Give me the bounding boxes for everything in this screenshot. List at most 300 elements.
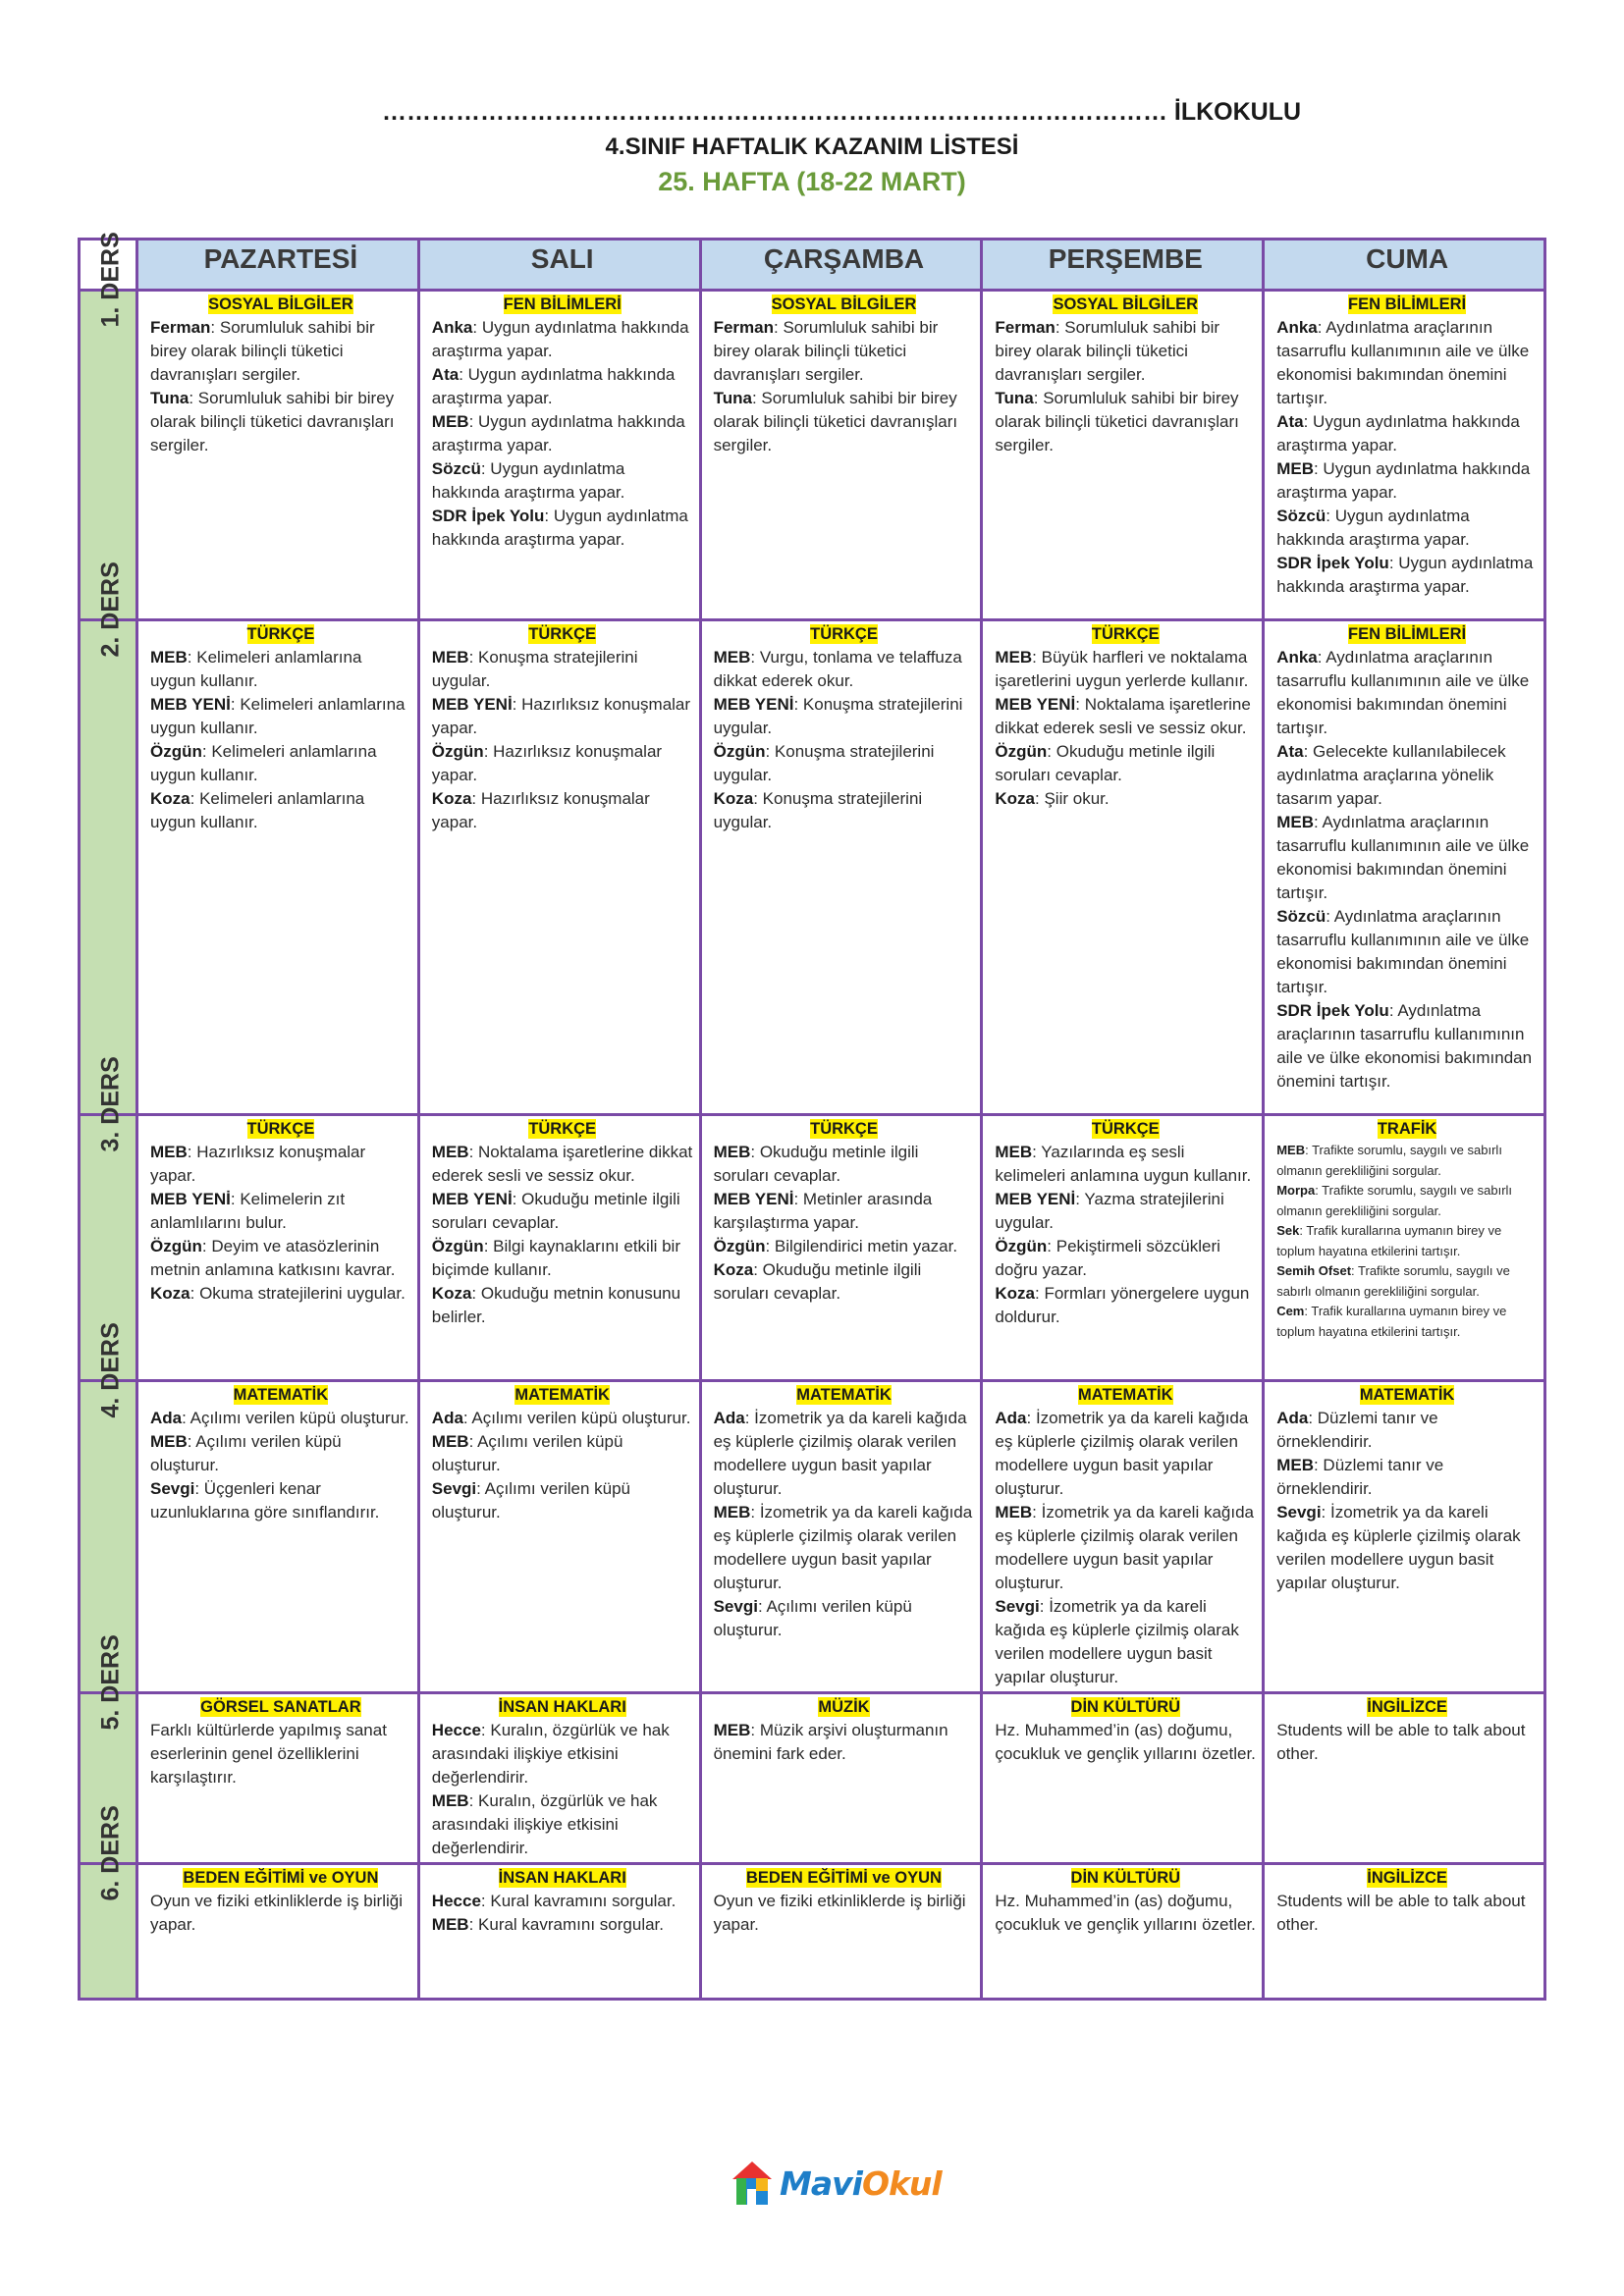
lesson-cell [1264, 620, 1545, 1115]
outcome-text: : Trafikte sorumlu, saygılı ve sabırlı olmanın gerekliliğini sorgular. [1276, 1263, 1510, 1299]
lesson-cell [137, 1864, 419, 2000]
subject-label: SOSYAL BİLGİLER [1053, 295, 1199, 313]
outcome-text: : Uygun aydınlatma hakkında araştırma yapar. [431, 507, 688, 549]
outcome-text: : Okuduğu metinle ilgili soruları cevaplar. [713, 1143, 919, 1185]
outcome-text: : İzometrik ya da kareli kağıda eş küplerle çizilmiş olarak verilen modellere uygun basit yapılar oluşturur. [1276, 1503, 1521, 1592]
outcome-item [150, 1430, 411, 1477]
publisher-name: Ferman [995, 318, 1056, 337]
publisher-name: Özgün [150, 742, 202, 761]
lesson-row [80, 1864, 1545, 2000]
outcome-text: : Hazırlıksız konuşmalar yapar. [431, 789, 650, 831]
outcome-list [1276, 1141, 1538, 1342]
publisher-name: MEB [150, 1432, 188, 1451]
outcome-text: : Okuduğu metinle ilgili soruları cevaplar. [713, 1260, 922, 1303]
outcome-text: : Sorumluluk sahibi bir birey olarak bilinçli tüketici davranışları sergiler. [150, 318, 375, 384]
day-header-monday: PAZARTESİ [137, 240, 419, 291]
outcome-item [1276, 1719, 1538, 1766]
publisher-name: Tuna [713, 389, 752, 407]
publisher-name: MEB YENİ [995, 1190, 1076, 1208]
outcome-list [714, 316, 975, 457]
day-header-thursday: PERŞEMBE [982, 240, 1264, 291]
subject-label: MÜZİK [818, 1698, 870, 1716]
outcome-item [995, 1235, 1256, 1282]
publisher-name: MEB [431, 648, 469, 667]
outcome-item [432, 1890, 693, 1913]
publisher-name: Ada [995, 1409, 1027, 1427]
outcome-list [995, 316, 1256, 457]
outcome-list [714, 1719, 975, 1766]
outcome-text: : Okuduğu metinle ilgili soruları cevaplar. [995, 742, 1216, 784]
outcome-text: : İzometrik ya da kareli kağıda eş küplerle çizilmiş olarak verilen modellere uygun basit yapılar oluşturur. [713, 1503, 973, 1592]
publisher-name: Ada [1276, 1409, 1309, 1427]
outcome-text: : Konuşma stratejilerini uygular. [713, 789, 923, 831]
lesson-cell [418, 1381, 700, 1693]
lesson-cell [418, 1115, 700, 1381]
outcome-text: Hz. Muhammed’in (as) doğumu, çocukluk ve gençlik yıllarını özetler. [995, 1892, 1256, 1934]
subject-label: TÜRKÇE [810, 625, 878, 643]
outcome-item [432, 363, 693, 410]
publisher-name: MEB [1276, 813, 1314, 831]
outcome-item [150, 316, 411, 387]
outcome-item [995, 387, 1256, 457]
outcome-item [1276, 811, 1538, 905]
outcome-item [714, 1235, 975, 1258]
outcome-text: : Uygun aydınlatma hakkında araştırma yapar. [1276, 507, 1470, 549]
outcome-text: : Açılımı verilen küpü oluşturur. [462, 1409, 691, 1427]
outcome-item [432, 410, 693, 457]
outcome-text: : Trafik kurallarına uymanın birey ve toplum hayatına etkilerini tartışır. [1276, 1223, 1502, 1258]
outcome-text: : Aydınlatma araçlarının tasarruflu kullanımının aile ve ülke ekonomisi bakımından önemini tartışır. [1276, 1001, 1533, 1091]
outcome-item [432, 505, 693, 552]
publisher-name: Özgün [431, 742, 484, 761]
outcome-text: : Gelecekte kullanılabilecek aydınlatma araçlarına yönelik tasarım yapar. [1276, 742, 1506, 808]
outcome-text: : Sorumluluk sahibi bir birey olarak bilinçli tüketici davranışları sergiler. [713, 389, 958, 454]
publisher-name: MEB YENİ [995, 695, 1076, 714]
publisher-name: Koza [431, 789, 472, 808]
lesson-label [97, 1381, 126, 1418]
outcome-item [1276, 1141, 1538, 1181]
publisher-name: MEB YENİ [713, 1190, 794, 1208]
outcome-text: : Aydınlatma araçlarının tasarruflu kullanımının aile ve ülke ekonomisi bakımından önemini tartışır. [1276, 648, 1530, 737]
outcome-item [432, 646, 693, 693]
outcome-item [995, 1890, 1256, 1937]
outcome-item [714, 646, 975, 693]
lesson-label [97, 1864, 126, 1901]
outcome-item [432, 1141, 693, 1188]
outcome-item [995, 1501, 1256, 1595]
outcome-list [150, 1890, 411, 1937]
outcome-list [432, 1141, 693, 1329]
outcome-text: : Açılımı verilen küpü oluşturur. [431, 1432, 623, 1474]
outcome-item [432, 1430, 693, 1477]
publisher-name: MEB YENİ [431, 1190, 513, 1208]
outcome-list [995, 646, 1256, 811]
subject-label: TRAFİK [1377, 1120, 1437, 1138]
lesson-cell [418, 291, 700, 620]
outcome-text: : Uygun aydınlatma hakkında araştırma yapar. [431, 365, 676, 407]
outcome-item [995, 693, 1256, 740]
outcome-text: : Sorumluluk sahibi bir birey olarak bilinçli tüketici davranışları sergiler. [995, 318, 1220, 384]
publisher-name: MEB YENİ [150, 695, 231, 714]
outcome-text: : Kural kavramını sorgular. [480, 1892, 677, 1910]
publisher-name: Koza [150, 789, 190, 808]
lesson-cell [1264, 1115, 1545, 1381]
subject-label: DİN KÜLTÜRÜ [1070, 1698, 1181, 1716]
outcome-item [432, 316, 693, 363]
publisher-name: MEB [431, 1791, 469, 1810]
outcome-text: : Uygun aydınlatma hakkında araştırma yapar. [1276, 459, 1531, 502]
outcome-item [432, 1282, 693, 1329]
outcome-item [714, 1407, 975, 1501]
publisher-name: MEB [995, 1143, 1033, 1161]
publisher-name: Koza [995, 1284, 1036, 1303]
lesson-cell [982, 1115, 1264, 1381]
outcome-item [432, 740, 693, 787]
outcome-text: : Okuduğu metinle ilgili soruları cevaplar. [431, 1190, 680, 1232]
outcome-text: : Kuralın, özgürlük ve hak arasındaki ilişkiye etkisini değerlendirir. [431, 1791, 658, 1857]
outcome-item [150, 1188, 411, 1235]
outcome-item [150, 1890, 411, 1937]
outcome-list [150, 1141, 411, 1306]
lesson-cell [418, 1864, 700, 2000]
subject-label: FEN BİLİMLERİ [1348, 625, 1467, 643]
publisher-name: MEB [1276, 1456, 1314, 1474]
outcome-item [1276, 740, 1538, 811]
outcome-item [432, 1789, 693, 1860]
publisher-name: Sevgi [150, 1479, 195, 1498]
subject-label: İNGİLİZCE [1367, 1869, 1447, 1887]
publisher-name: Sek [1276, 1223, 1300, 1238]
subject-label: MATEMATİK [1078, 1386, 1173, 1404]
publisher-name: Özgün [995, 742, 1048, 761]
publisher-name: Sevgi [995, 1597, 1040, 1616]
outcome-list [995, 1407, 1256, 1689]
subject-label: TÜRKÇE [1091, 1120, 1160, 1138]
day-header-tuesday: SALI [418, 240, 700, 291]
lesson-label [97, 620, 126, 658]
outcome-text: : Hazırlıksız konuşmalar yapar. [431, 695, 691, 737]
page-title: 4.SINIF HAFTALIK KAZANIM LİSTESİ [605, 133, 1019, 160]
outcome-text: : Uygun aydınlatma hakkında araştırma yapar. [431, 459, 625, 502]
logo-text: MaviOkul [780, 2163, 942, 2203]
outcome-text: : Bilgi kaynaklarını etkili bir biçimde kullanır. [431, 1237, 680, 1279]
outcome-text: : Aydınlatma araçlarının tasarruflu kullanımının aile ve ülke ekonomisi bakımından önemini tartışır. [1276, 318, 1530, 407]
outcome-list [150, 646, 411, 834]
lesson-cell [700, 1381, 982, 1693]
outcome-item [432, 1477, 693, 1524]
outcome-text: : Hazırlıksız konuşmalar yapar. [150, 1143, 366, 1185]
outcome-item [714, 1258, 975, 1306]
outcome-item [1276, 1181, 1538, 1221]
outcome-text: : Konuşma stratejilerini uygular. [713, 695, 963, 737]
outcome-text: : Hazırlıksız konuşmalar yapar. [431, 742, 663, 784]
day-header-friday: CUMA [1264, 240, 1545, 291]
lesson-cell [1264, 1381, 1545, 1693]
publisher-name: Koza [150, 1284, 190, 1303]
publisher-name: Sevgi [431, 1479, 477, 1498]
publisher-name: Tuna [150, 389, 189, 407]
outcome-item [714, 387, 975, 457]
outcome-text: : Açılımı verilen küpü oluşturur. [713, 1597, 912, 1639]
lesson-cell [137, 1693, 419, 1864]
lesson-cell [137, 291, 419, 620]
publisher-name: MEB [1276, 459, 1314, 478]
publisher-name: MEB [150, 648, 188, 667]
publisher-name: Anka [431, 318, 473, 337]
publisher-name: Ada [431, 1409, 463, 1427]
publisher-name: MEB YENİ [150, 1190, 231, 1208]
outcome-text: : Pekiştirmeli sözcükleri doğru yazar. [995, 1237, 1220, 1279]
outcome-text: : Aydınlatma araçlarının tasarruflu kullanımının aile ve ülke ekonomisi bakımından önemini tartışır. [1276, 907, 1530, 996]
outcome-text: : Düzlemi tanır ve örneklendirir. [1276, 1456, 1444, 1498]
outcome-text: Students will be able to talk about other. [1276, 1721, 1526, 1763]
publisher-name: Anka [1276, 648, 1318, 667]
outcome-text: : Kuralın, özgürlük ve hak arasındaki ilişkiye etkisini değerlendirir. [431, 1721, 670, 1787]
publisher-name: Sevgi [713, 1597, 758, 1616]
outcome-item [432, 693, 693, 740]
outcome-text: : Bilgilendirici metin yazar. [765, 1237, 958, 1255]
outcome-item [1276, 1890, 1538, 1937]
school-line: …………………………………………………………………………………… İLKOKULU [381, 98, 1302, 126]
publisher-name: Ata [1276, 412, 1304, 431]
day-header-row [80, 240, 1545, 291]
publisher-name: Hecce [431, 1892, 481, 1910]
outcome-text: : Trafik kurallarına uymanın birey ve toplum hayatına etkilerini tartışır. [1276, 1304, 1507, 1339]
subject-label: TÜRKÇE [528, 625, 597, 643]
outcome-list [1276, 1890, 1538, 1937]
lesson-cell [1264, 1864, 1545, 2000]
outcome-item [432, 457, 693, 505]
outcome-list [1276, 1719, 1538, 1766]
outcome-item [432, 1188, 693, 1235]
lesson-cell [137, 620, 419, 1115]
outcome-text: : Noktalama işaretlerine dikkat ederek sesli ve sessiz okur. [431, 1143, 693, 1185]
publisher-name: MEB [713, 1721, 751, 1739]
publisher-name: Özgün [431, 1237, 484, 1255]
lesson-label-cell [80, 620, 137, 1115]
outcome-text: : Deyim ve atasözlerinin metnin anlamına katkısını kavrar. [150, 1237, 396, 1279]
outcome-list [714, 646, 975, 834]
publisher-name: Özgün [995, 1237, 1048, 1255]
outcome-text: : Büyük harfleri ve noktalama işaretlerini uygun yerlerde kullanır. [995, 648, 1249, 690]
publisher-name: Sözcü [1276, 907, 1326, 926]
outcome-text: : Şiir okur. [1035, 789, 1110, 808]
outcome-item [150, 646, 411, 693]
outcome-list [995, 1719, 1256, 1766]
lesson-cell [700, 1693, 982, 1864]
outcome-text: : Açılımı verilen küpü oluşturur. [182, 1409, 409, 1427]
subject-label: İNSAN HAKLARI [498, 1869, 626, 1887]
publisher-name: Sevgi [1276, 1503, 1322, 1522]
outcome-text: : İzometrik ya da kareli kağıda eş küplerle çizilmiş olarak verilen modellere uygun basit yapılar oluşturur. [995, 1409, 1249, 1498]
outcome-item [432, 1235, 693, 1282]
lesson-label [97, 1693, 126, 1731]
outcome-text: : Müzik arşivi oluşturmanın önemini fark eder. [713, 1721, 948, 1763]
outcome-item [1276, 1454, 1538, 1501]
publisher-name: MEB [713, 1503, 751, 1522]
outcome-item [1276, 1501, 1538, 1595]
subject-label: GÖRSEL SANATLAR [200, 1698, 361, 1716]
lesson-cell [700, 620, 982, 1115]
lesson-cell [418, 620, 700, 1115]
house-logo-icon [731, 2160, 774, 2207]
outcome-list [714, 1141, 975, 1306]
subject-label: BEDEN EĞİTİMİ ve OYUN [746, 1869, 942, 1887]
outcome-text: : Sorumluluk sahibi bir birey olarak bilinçli tüketici davranışları sergiler. [995, 389, 1239, 454]
publisher-name: MEB YENİ [431, 695, 513, 714]
subject-label: TÜRKÇE [246, 1120, 315, 1138]
outcome-list [1276, 316, 1538, 599]
lesson-cell [700, 1864, 982, 2000]
lesson-row [80, 291, 1545, 620]
outcome-list [432, 1407, 693, 1524]
outcome-list [714, 1407, 975, 1642]
outcome-text: : Açılımı verilen küpü oluşturur. [150, 1432, 342, 1474]
outcome-text: : Konuşma stratejilerini uygular. [431, 648, 638, 690]
publisher-name: Ferman [713, 318, 775, 337]
subject-label: MATEMATİK [514, 1386, 610, 1404]
subject-label: BEDEN EĞİTİMİ ve OYUN [183, 1869, 379, 1887]
outcome-item [714, 1595, 975, 1642]
lesson-cell [1264, 291, 1545, 620]
weekly-plan-table [78, 238, 1546, 2001]
outcome-text: : Uygun aydınlatma hakkında araştırma yapar. [1276, 412, 1520, 454]
lesson-row [80, 1693, 1545, 1864]
outcome-item [714, 1188, 975, 1235]
publisher-name: Özgün [713, 742, 766, 761]
outcome-text: : Okuduğu metnin konusunu belirler. [431, 1284, 681, 1326]
publisher-name: MEB [431, 1915, 469, 1934]
lesson-row [80, 1115, 1545, 1381]
outcome-text: : İzometrik ya da kareli kağıda eş küplerle çizilmiş olarak verilen modellere uygun basit yapılar oluşturur. [995, 1503, 1254, 1592]
outcome-item [995, 1595, 1256, 1689]
outcome-item [1276, 1302, 1538, 1342]
outcome-item [714, 787, 975, 834]
lesson-cell [982, 291, 1264, 620]
outcome-text: : Üçgenleri kenar uzunluklarına göre sınıflandırır. [150, 1479, 380, 1522]
outcome-item [1276, 905, 1538, 999]
outcome-text: : Uygun aydınlatma hakkında araştırma yapar. [431, 412, 685, 454]
publisher-name: Özgün [150, 1237, 202, 1255]
outcome-text: : Açılımı verilen küpü oluşturur. [431, 1479, 630, 1522]
publisher-name: MEB [995, 1503, 1033, 1522]
outcome-item [150, 1235, 411, 1282]
outcome-text: : Kelimeleri anlamlarına uygun kullanır. [150, 742, 377, 784]
outcome-text: : Vurgu, tonlama ve telaffuza dikkat ederek okur. [713, 648, 962, 690]
publisher-name: Koza [431, 1284, 472, 1303]
publisher-name: MEB [431, 412, 469, 431]
outcome-item [995, 1188, 1256, 1235]
subject-label: TÜRKÇE [810, 1120, 878, 1138]
outcome-item [714, 1141, 975, 1188]
lesson-cell [982, 1381, 1264, 1693]
outcome-item [1276, 1221, 1538, 1261]
outcome-item [150, 787, 411, 834]
publisher-name: Koza [713, 1260, 754, 1279]
outcome-text: : Formları yönergelere uygun doldurur. [995, 1284, 1250, 1326]
outcome-item [995, 1141, 1256, 1188]
outcome-item [1276, 505, 1538, 552]
outcome-list [432, 316, 693, 552]
outcome-text: : Yazılarında eş sesli kelimeleri anlamına uygun kullanır. [995, 1143, 1252, 1185]
lesson-cell [1264, 1693, 1545, 1864]
subject-label: TÜRKÇE [528, 1120, 597, 1138]
publisher-name: MEB [713, 1143, 751, 1161]
outcome-list [432, 646, 693, 834]
outcome-text: : Konuşma stratejilerini uygular. [713, 742, 935, 784]
lesson-cell [137, 1115, 419, 1381]
outcome-item [995, 740, 1256, 787]
subject-label: MATEMATİK [1359, 1386, 1455, 1404]
outcome-item [1276, 1407, 1538, 1454]
outcome-item [714, 1719, 975, 1766]
publisher-name: Sözcü [1276, 507, 1326, 525]
outcome-text: : Noktalama işaretlerine dikkat ederek sesli ve sessiz okur. [995, 695, 1251, 737]
publisher-name: Morpa [1276, 1183, 1316, 1198]
outcome-item [150, 1407, 411, 1430]
subject-label: MATEMATİK [796, 1386, 892, 1404]
outcome-text: Oyun ve fiziki etkinliklerde iş birliği yapar. [713, 1892, 966, 1934]
publisher-name: MEB [431, 1143, 469, 1161]
lesson-cell [700, 291, 982, 620]
subject-label: İNSAN HAKLARI [498, 1698, 626, 1716]
publisher-name: Ata [431, 365, 460, 384]
outcome-item [995, 646, 1256, 693]
outcome-text: : Uygun aydınlatma hakkında araştırma yapar. [431, 318, 689, 360]
outcome-text: : Kelimeleri anlamlarına uygun kullanır. [150, 789, 365, 831]
outcome-text: : Sorumluluk sahibi bir birey olarak bilinçli tüketici davranışları sergiler. [150, 389, 395, 454]
outcome-item [714, 316, 975, 387]
outcome-text: Students will be able to talk about other. [1276, 1892, 1526, 1934]
outcome-list [150, 1719, 411, 1789]
subject-label: MATEMATİK [233, 1386, 329, 1404]
outcome-item [150, 1719, 411, 1789]
outcome-item [714, 693, 975, 740]
outcome-item [150, 387, 411, 457]
publisher-name: SDR İpek Yolu [1276, 1001, 1389, 1020]
outcome-item [995, 316, 1256, 387]
publisher-name: Sözcü [431, 459, 481, 478]
publisher-name: MEB [431, 1432, 469, 1451]
outcome-text: Farklı kültürlerde yapılmış sanat eserlerinin genel özelliklerini karşılaştırır. [150, 1721, 387, 1787]
outcome-text: : Sorumluluk sahibi bir birey olarak bilinçli tüketici davranışları sergiler. [713, 318, 939, 384]
publisher-name: MEB [150, 1143, 188, 1161]
outcome-text: Hz. Muhammed’in (as) doğumu, çocukluk ve gençlik yıllarını özetler. [995, 1721, 1256, 1763]
outcome-text: : Trafikte sorumlu, saygılı ve sabırlı olmanın gerekliliğini sorgular. [1276, 1143, 1502, 1178]
outcome-text: : Yazma stratejilerini uygular. [995, 1190, 1224, 1232]
lesson-cell [137, 1381, 419, 1693]
outcome-text: : İzometrik ya da kareli kağıda eş küplerle çizilmiş olarak verilen modellere uygun basit yapılar oluşturur. [713, 1409, 967, 1498]
outcome-list [1276, 1407, 1538, 1595]
outcome-text: : Kelimeleri anlamlarına uygun kullanır. [150, 695, 406, 737]
outcome-item [432, 1407, 693, 1430]
lesson-cell [700, 1115, 982, 1381]
publisher-name: SDR İpek Yolu [1276, 554, 1389, 572]
lesson-cell [982, 620, 1264, 1115]
outcome-item [432, 787, 693, 834]
outcome-item [150, 1477, 411, 1524]
outcome-item [150, 1141, 411, 1188]
publisher-name: Koza [713, 789, 754, 808]
lesson-cell [418, 1693, 700, 1864]
publisher-name: MEB YENİ [713, 695, 794, 714]
outcome-item [995, 1407, 1256, 1501]
lesson-cell [982, 1864, 1264, 2000]
outcome-text: : Trafikte sorumlu, saygılı ve sabırlı olmanın gerekliliğini sorgular. [1276, 1183, 1513, 1218]
outcome-item [1276, 646, 1538, 740]
outcome-list [995, 1141, 1256, 1329]
outcome-list [150, 316, 411, 457]
